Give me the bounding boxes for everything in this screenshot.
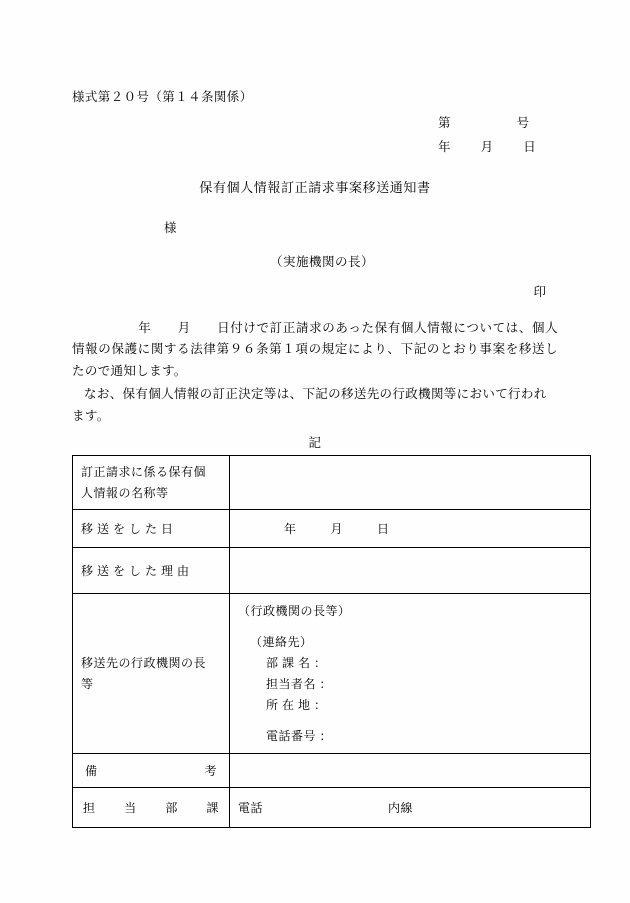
contact-tel-label: 電話 (238, 801, 264, 816)
page-title: 保有個人情報訂正請求事案移送通知書 (199, 179, 431, 195)
addressee-line: 様 (164, 220, 178, 235)
contact-label-3: 部 (165, 801, 178, 816)
document-number-field (438, 113, 558, 131)
row-value-remarks[interactable] (230, 754, 591, 788)
issuer-line: （実施機関の長） (269, 254, 374, 269)
row-label-subject-name (73, 456, 230, 510)
destination-contact-label: （連絡先） (250, 634, 313, 649)
row-label-line2: 等 (81, 676, 94, 691)
table-row (73, 456, 591, 510)
row-value-destination-agency[interactable] (230, 594, 591, 754)
body-text-part2: の保護に関する法律第９６条第１項の規定により、下記のとおり事案を移送したので通知します。 (72, 342, 558, 378)
document-body (72, 88, 558, 828)
remarks-label-left: 備 (85, 764, 98, 779)
row-label-destination-agency (73, 594, 230, 754)
table-row (73, 594, 591, 754)
transfer-year-label: 年 (284, 522, 297, 537)
row-label-contact-section (73, 788, 230, 828)
remarks-label-right: 考 (204, 764, 217, 779)
date-month-label: 月 (480, 139, 494, 154)
note-line: なお、保有個人情報の訂正決定等は、下記の移送先の行政機関等において行われます。 (72, 387, 547, 423)
form-number: 様式第２０号（第１４条関係） (72, 90, 253, 104)
body-month: 月 (177, 320, 191, 335)
row-label-line1: 移送先の行政機関の長 (81, 656, 207, 671)
destination-head: （行政機関の長等） (238, 603, 351, 618)
body-text-part1: 日付けで訂正請求のあった保有個人情報については、個人情報 (72, 320, 558, 357)
document-date-line (72, 137, 558, 155)
document-number-line (72, 113, 558, 131)
table-row (73, 548, 591, 594)
body-year: 年 (138, 320, 152, 335)
destination-phone: 電話番号 ： (266, 728, 333, 743)
row-value-contact-section[interactable] (230, 788, 591, 828)
document-date-field (438, 137, 558, 155)
body-paragraph (72, 318, 558, 383)
row-label-transfer-reason: 移 送 を し た 理 由 (73, 548, 230, 594)
destination-department: 部 課 名 ： (266, 655, 327, 670)
contact-ext-label: 内線 (388, 801, 414, 816)
table-row (73, 510, 591, 548)
row-label-remarks (73, 754, 230, 788)
table-row (73, 788, 591, 828)
document-number-unit: 号 (516, 115, 530, 130)
seal-mark: 印 (533, 284, 546, 299)
contact-label-2: 当 (124, 801, 137, 816)
row-value-transfer-reason[interactable] (230, 548, 591, 594)
row-value-subject-name[interactable] (230, 456, 591, 510)
row-value-transfer-date[interactable] (230, 510, 591, 548)
table-row (73, 754, 591, 788)
transfer-month-label: 月 (330, 522, 344, 537)
row-label-line2: 人情報の名称等 (81, 485, 169, 500)
ki-marker: 記 (308, 436, 322, 451)
contact-label-1: 担 (83, 801, 96, 816)
row-label-transfer-date: 移 送 を し た 日 (73, 510, 230, 548)
contact-label-4: 課 (206, 801, 219, 816)
document-number-label: 第 (438, 115, 452, 130)
destination-person: 担当者名 ： (266, 676, 333, 691)
destination-address: 所 在 地 ： (266, 697, 327, 712)
date-day-label: 日 (523, 139, 537, 154)
date-year-label: 年 (438, 139, 452, 154)
transfer-day-label: 日 (377, 522, 390, 537)
row-label-line1: 訂正請求に係る保有個 (81, 465, 207, 480)
form-table (72, 455, 591, 828)
